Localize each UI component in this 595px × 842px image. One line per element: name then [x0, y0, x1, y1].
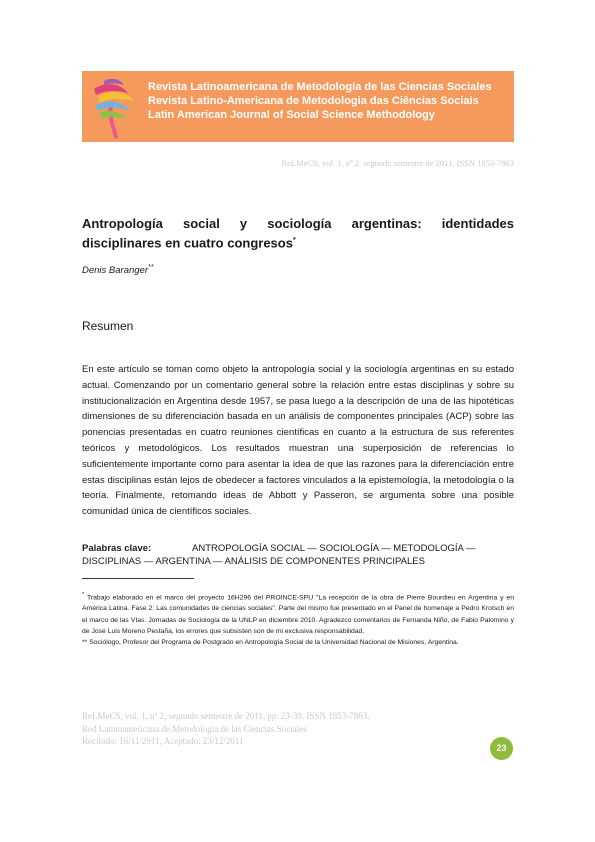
- journal-name-es: Revista Latinoamericana de Metodología de las Ciencias Sociales: [148, 81, 492, 93]
- footnote-2-text: Sociólogo, Profesor del Programa de Postgrado en Antropología Social de la Universidad Nacional de Misiones, Argentina.: [89, 639, 459, 647]
- journal-logo-icon: [86, 73, 142, 139]
- footnote-1-mark: *: [82, 592, 85, 598]
- page-number-badge: 23: [490, 737, 513, 760]
- footer-citation: ReLMeCS, vol. 1, nº 2, segundo semestre de 2011, pp. 23-39. ISSN 1853-7863.: [82, 711, 370, 721]
- abstract-text: En este artículo se toman como objeto la antropología social y la sociología argentinas en su estado actual. Comenzando por un comentario general sobre la relación entre estas disciplinas y sobre su institucionalización en Argentina desde 1957, se pasa luego a la descripción de una de las hipotéticas dimensiones de su diferenciación basada en un análisis de componentes principales (ACP) sobre las ponencias presentadas en cuatro reuniones científicas en cuanto a la estructura de sus referentes teóricos y metodológicos. Los resultados muestran una superposición de referencias lo suficientemente importante como para asentar la idea de que las razones para la diferenciación entre estas disciplinas están lejos de obedecer a factores vinculados a la epistemología, la metodología o la teoría. Finalmente, retomando ideas de Abbott y Passeron, se argumenta sobre una posible comunidad única de científicos sociales.: [82, 364, 514, 518]
- author-name: Denis Baranger: [82, 265, 149, 277]
- title-footnote-mark[interactable]: *: [292, 237, 296, 244]
- author-footnote-mark[interactable]: **: [148, 264, 154, 271]
- footer-network: Red Latinoamericana de Metodología de las Ciencias Sociales: [82, 723, 307, 734]
- footnote-1-text: Trabajo elaborado en el marco del proyecto 16H296 del PROINCE-SPU "La recepción de la obra de Pierre Bourdieu en Argentina y en América Latina. Fase 2: Las comunidades de ciencias sociales". Parte del mismo fue presentado en el Panel de homenaje a Pedro Krotsch en el marco de las VIas. Jornadas de Sociología de la UNLP en diciembre 2010. Agradezco comentarios de Fernanda Niño, de Fabio Palomino y de José Luis Moreno Pestaña, los errores que subsisten son de mi exclusiva responsabilidad.: [82, 594, 514, 635]
- journal-banner: [82, 71, 514, 142]
- journal-name-pt: Revista Latino-Americana de Metodologia das Ciências Sociais: [148, 95, 479, 107]
- footnote-2: [82, 637, 514, 648]
- article-title-text: Antropología social y sociología argentinas: identidades disciplinares en cuatro congresos: [82, 216, 514, 251]
- keywords-line-2: DISCIPLINAS — ARGENTINA — ANÁLISIS DE COMPONENTES PRINCIPALES: [82, 556, 425, 567]
- page-footer: [82, 710, 369, 748]
- journal-name-en: Latin American Journal of Social Science Methodology: [148, 109, 435, 121]
- footnotes: [82, 590, 514, 648]
- keywords-line-1: ANTROPOLOGÍA SOCIAL — SOCIOLOGÍA — METODOLOGÍA —: [192, 543, 476, 554]
- article-title: [82, 215, 514, 251]
- abstract-heading: Resumen: [82, 319, 134, 333]
- keywords-label: Palabras clave:: [82, 543, 152, 554]
- footer-dates: Recibido: 16/11/2011, Aceptado: 23/12/2011: [82, 736, 244, 746]
- keywords: [82, 542, 514, 568]
- article-author: [82, 264, 153, 276]
- footnote-1: [82, 590, 514, 637]
- footnote-divider: [82, 578, 194, 579]
- footnote-2-mark: **: [82, 639, 88, 647]
- issue-reference: ReLMeCS, vol. 1, nº 2, segundo semestre de 2011. ISSN 1853-7863: [281, 158, 514, 168]
